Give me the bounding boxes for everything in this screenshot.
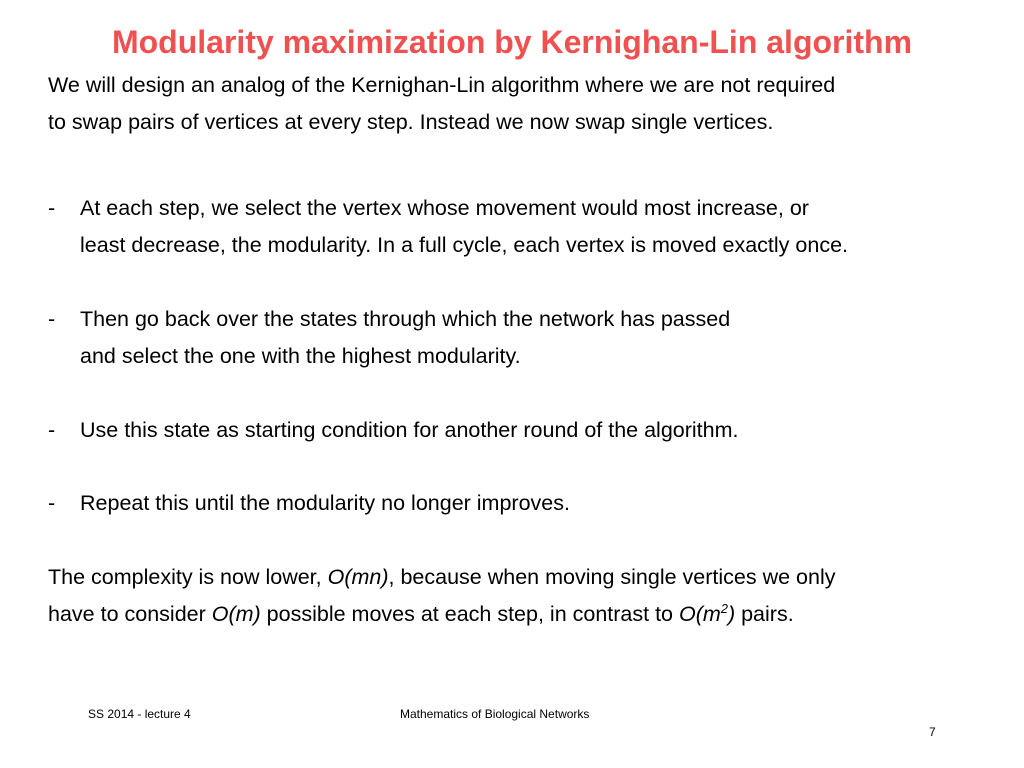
pairs-formula-exponent: 2 (720, 600, 728, 616)
bullet-marker: - (48, 196, 56, 220)
bullet-2-line-1: Then go back over the states through which the network has passed (80, 307, 731, 331)
slide-title: Modularity maximization by Kernighan-Lin algorithm (111, 24, 913, 60)
conclusion-text: pairs. (735, 602, 794, 626)
bullet-2-line-2: and select the one with the highest modularity. (80, 344, 521, 368)
bullet-3-line-1: Use this state as starting condition for another round of the algorithm. (80, 418, 739, 442)
footer-page-number: 7 (929, 725, 936, 739)
footer-course-title: Mathematics of Biological Networks (400, 707, 590, 721)
conclusion-paragraph (48, 559, 836, 633)
bullet-1-line-2: least decrease, the modularity. In a full cycle, each vertex is moved exactly once. (80, 233, 848, 257)
conclusion-line-1 (48, 559, 836, 596)
pairs-formula-base: O(m (678, 602, 721, 626)
complexity-formula: O(mn) (327, 565, 389, 589)
bullet-marker: - (48, 418, 56, 442)
intro-line-2: to swap pairs of vertices at every step. Instead we now swap single vertices. (48, 110, 774, 134)
conclusion-text: , because when moving single vertices we only (388, 565, 836, 589)
moves-formula: O(m) (211, 602, 261, 626)
footer-lecture-label: SS 2014 - lecture 4 (88, 707, 191, 721)
bullet-4-line-1: Repeat this until the modularity no longer improves. (80, 491, 570, 515)
conclusion-line-2 (48, 596, 836, 633)
intro-paragraph (48, 67, 835, 141)
pairs-formula-close: ) (727, 602, 736, 626)
conclusion-text: The complexity is now lower, (48, 565, 328, 589)
bullet-marker: - (48, 491, 56, 515)
bullet-marker: - (48, 307, 56, 331)
pairs-formula (679, 602, 735, 626)
conclusion-text: possible moves at each step, in contrast to (260, 602, 679, 626)
bullet-1-line-1: At each step, we select the vertex whose movement would most increase, or (80, 196, 809, 220)
conclusion-text: have to consider (48, 602, 212, 626)
intro-line-1: We will design an analog of the Kernighan-Lin algorithm where we are not required (48, 73, 836, 97)
